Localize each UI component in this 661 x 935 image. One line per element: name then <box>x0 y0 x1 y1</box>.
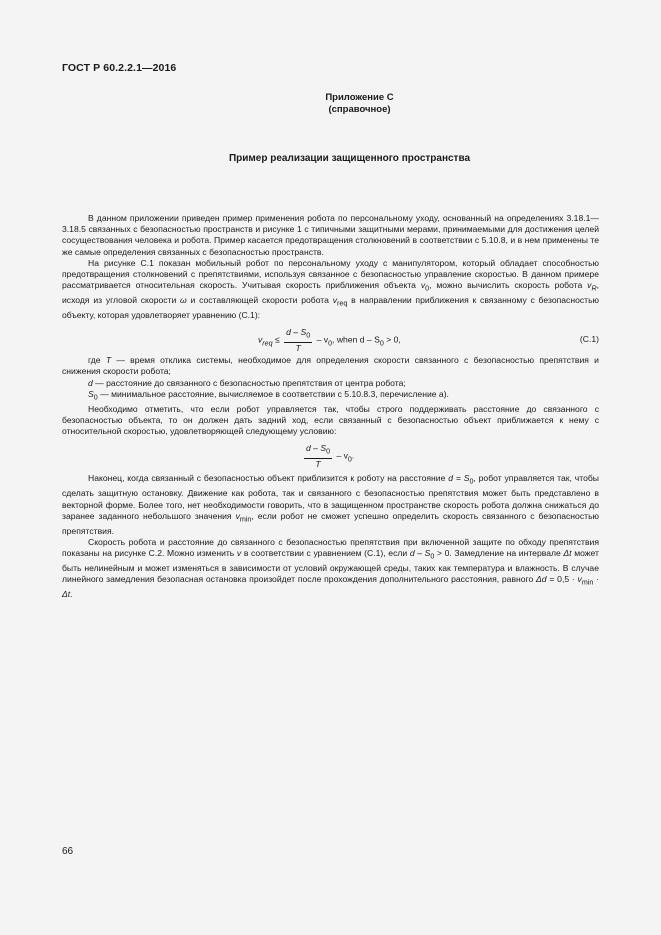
formula-c1-label: (С.1) <box>579 334 599 345</box>
formula-reverse-fraction: $\frac{d - S_0}{T}$ <box>306 443 331 470</box>
definition-T: где T — время отклика системы, необходимое для определения скорости связанного с безопасностью препятствия и снижения скорости робота; <box>62 355 599 377</box>
paragraph-stop: Наконец, когда связанный с безопасностью объект приблизится к роботу на расстояние $d = S_0$, робот управляется так, чтобы сделать защитную остановку. Движение как робота, так и связанного с безопасностью препятствия может быть представлено в векторной форме. Более того, нет необходимости говорить, что в защищенном пространстве скорость робота должна снижаться до заранее заданного небольшого значения $v_{min}$, если робот не сможет успешно определить скорость связанного с безопасностью препятствия. <box>62 473 599 536</box>
section-title: Пример реализации защищенного пространства <box>228 153 471 164</box>
formula-c1-expression: $v_{req}$ ≤ $\frac{d - S_0}{T}$ – $v_0$, when $d - S_0 > 0$, <box>258 327 401 353</box>
standard-header: ГОСТ Р 60.2.2.1—2016 <box>62 62 177 74</box>
appendix-heading <box>0 92 661 116</box>
appendix-title: Приложение С <box>325 92 394 103</box>
definition-d: d — расстояние до связанного с безопасностью препятствия от центра робота; <box>88 377 406 388</box>
definition-S0: $S_0$ — минимальное расстояние, вычисляемое в соответствии с 5.10.8.3, перечисление а). <box>88 388 449 402</box>
formula-c1 <box>62 323 599 351</box>
paragraph-intro: В данном приложении приведен пример применения робота по персональному уходу, основанный на определениях 3.18.1—3.18.5 связанных с безопасностью пространств и рисунке 1 с типичными защитными мерами, принимаемыми для достижения целей сосуществования человека и робота. Пример касается предотвращения столкновений в соответствии с 5.10.8, и в нем применены те же самые определения связанных с безопасностью пространств. <box>62 213 599 257</box>
page-number: 66 <box>62 846 74 857</box>
formula-c1-fraction: $\frac{d - S_0}{T}$ <box>286 327 311 353</box>
document-body <box>62 213 599 600</box>
paragraph-figure-c2: Скорость робота и расстояние до связанного с безопасностью препятствия при включенной защите по обходу препятствия показаны на рисунке С.2. Можно изменить v в соответствии с уравнением (С.1), если $d - S_0 > 0$. Замедление на интервале Δt может быть нелинейным и может изменяться в зависимости от условий окружающей среды, таких как температура и влажность. В случае линейного замедления безопасная остановка произойдет после прохождения дополнительного расстояния, равного $\Delta d = 0,5 \cdot v_{min} \cdot \Delta t$. <box>62 536 599 600</box>
paragraph-reverse: Необходимо отметить, что если робот управляется так, чтобы строго поддерживать расстояние до связанного с безопасностью объекта, то он должен дать задний ход, если связанный с безопасностью объект приближается к нему с относительной скоростью, удовлетворяющей следующему условию: <box>62 403 599 437</box>
formula-reverse-condition: $\frac{d - S_0}{T}$ – $v_0$. <box>306 443 355 470</box>
paragraph-figure-c1: На рисунке С.1 показан мобильный робот по персональному уходу с манипулятором, который обладает способностью предотвращения столкновений с препятствиями, используя связанное с безопасностью управление скоростью. В данном примере рассматривается относительная скорость. Учитывая скорость приближения объекта $v_0$, можно вычислить скорость робота $v_R$, исходя из угловой скорости ω и составляющей скорости робота $v_{req}$ в направлении приближения к связанному с безопасностью объекту, которая удовлетворяет уравнению (С.1): <box>62 257 600 321</box>
appendix-type: (справочное) <box>328 104 391 115</box>
